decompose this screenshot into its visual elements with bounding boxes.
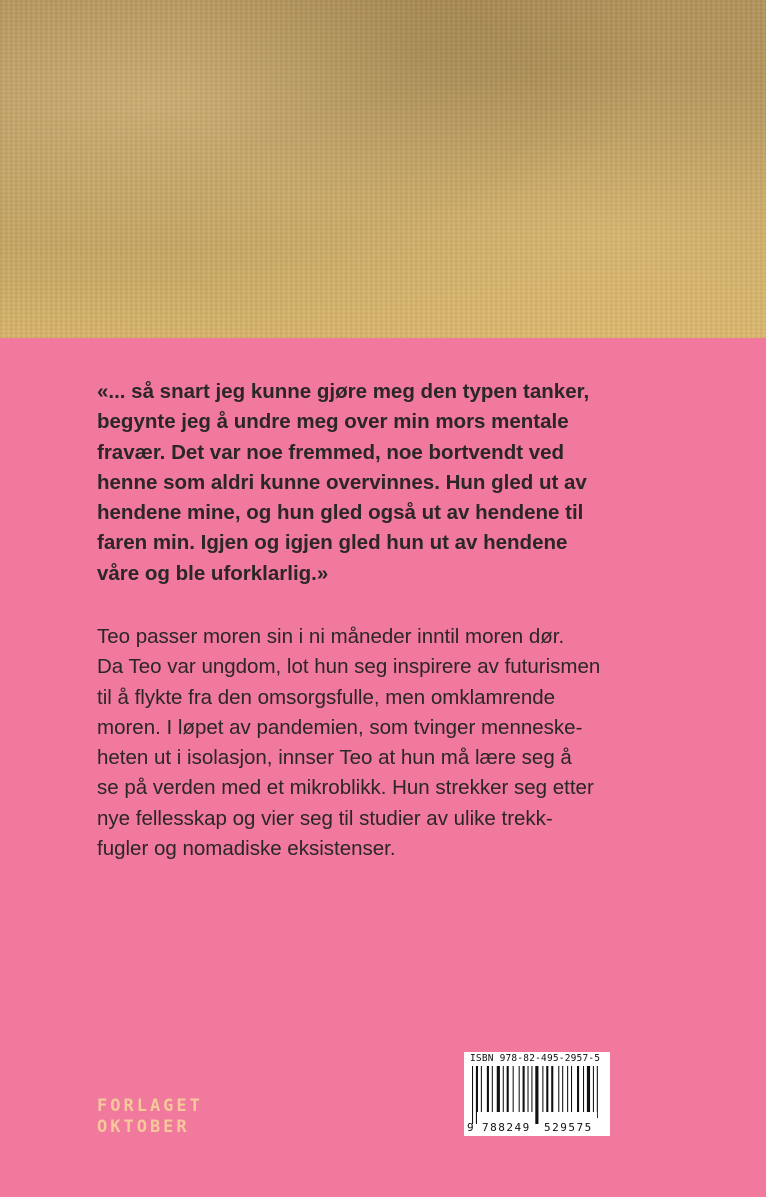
barcode-bar: [507, 1066, 509, 1118]
barcode-bar: [542, 1066, 543, 1118]
barcode-bar: [577, 1066, 579, 1118]
barcode-digits: [464, 1112, 610, 1134]
back-cover-blurb: Teo passer moren sin i ni måneder inntil moren dør. Da Teo var ungdom, lot hun seg inspirere av futurismen til å flykte fra den omsorgsfulle, men omklamrende moren. I løpet av pandemien, som tvinger menneske- heten ut i isolasjon, innser Teo at hun må lære seg å se på verden med et mikroblikk. Hun strekker seg etter nye fellesskap og vier seg til studier av ulike trekk- fugler og nomadiske eksistenser.: [97, 625, 601, 861]
publisher-logo-line-2: OKTOBER: [97, 1117, 190, 1137]
barcode-bar: [523, 1066, 525, 1118]
isbn-label: ISBN 978-82-495-2957-5: [470, 1053, 601, 1064]
barcode-bar: [571, 1066, 572, 1118]
barcode-bar: [492, 1066, 493, 1118]
barcode-bar: [519, 1066, 520, 1118]
isbn-barcode-block: [464, 1052, 610, 1136]
barcode-bar: [583, 1066, 584, 1118]
barcode-bar: [487, 1066, 489, 1118]
barcode-bar: [593, 1066, 594, 1118]
barcode-bar: [528, 1066, 529, 1118]
barcode-bar: [558, 1066, 559, 1118]
barcode-bar: [551, 1066, 553, 1118]
barcode-bar: [503, 1066, 504, 1118]
barcode-bar: [497, 1066, 500, 1118]
barcode-bar: [587, 1066, 590, 1118]
gold-texture-panel: [0, 0, 766, 338]
barcode-digits-left: 788249: [482, 1121, 531, 1134]
publisher-logo: [97, 1096, 203, 1138]
barcode-digit-first: 9: [467, 1121, 474, 1134]
barcode-bar: [481, 1066, 482, 1118]
barcode-bar: [562, 1066, 563, 1118]
publisher-logo-line-1: FORLAGET: [97, 1096, 203, 1116]
barcode-bar: [513, 1066, 514, 1118]
barcode-bar: [546, 1066, 548, 1118]
barcode-bar: [567, 1066, 568, 1118]
barcode-bar: [597, 1066, 598, 1118]
barcode-digits-right: 529575: [544, 1121, 593, 1134]
back-cover-quote: «... så snart jeg kunne gjøre meg den typen tanker, begynte jeg å undre meg over min mors mentale fravær. Det var noe fremmed, noe bortvendt ved henne som aldri kunne overvinnes. Hun gled ut av hendene mine, og hun gled også ut av hendene til faren min. Igjen og igjen gled hun ut av hendene våre og ble uforklarlig.»: [97, 380, 590, 585]
